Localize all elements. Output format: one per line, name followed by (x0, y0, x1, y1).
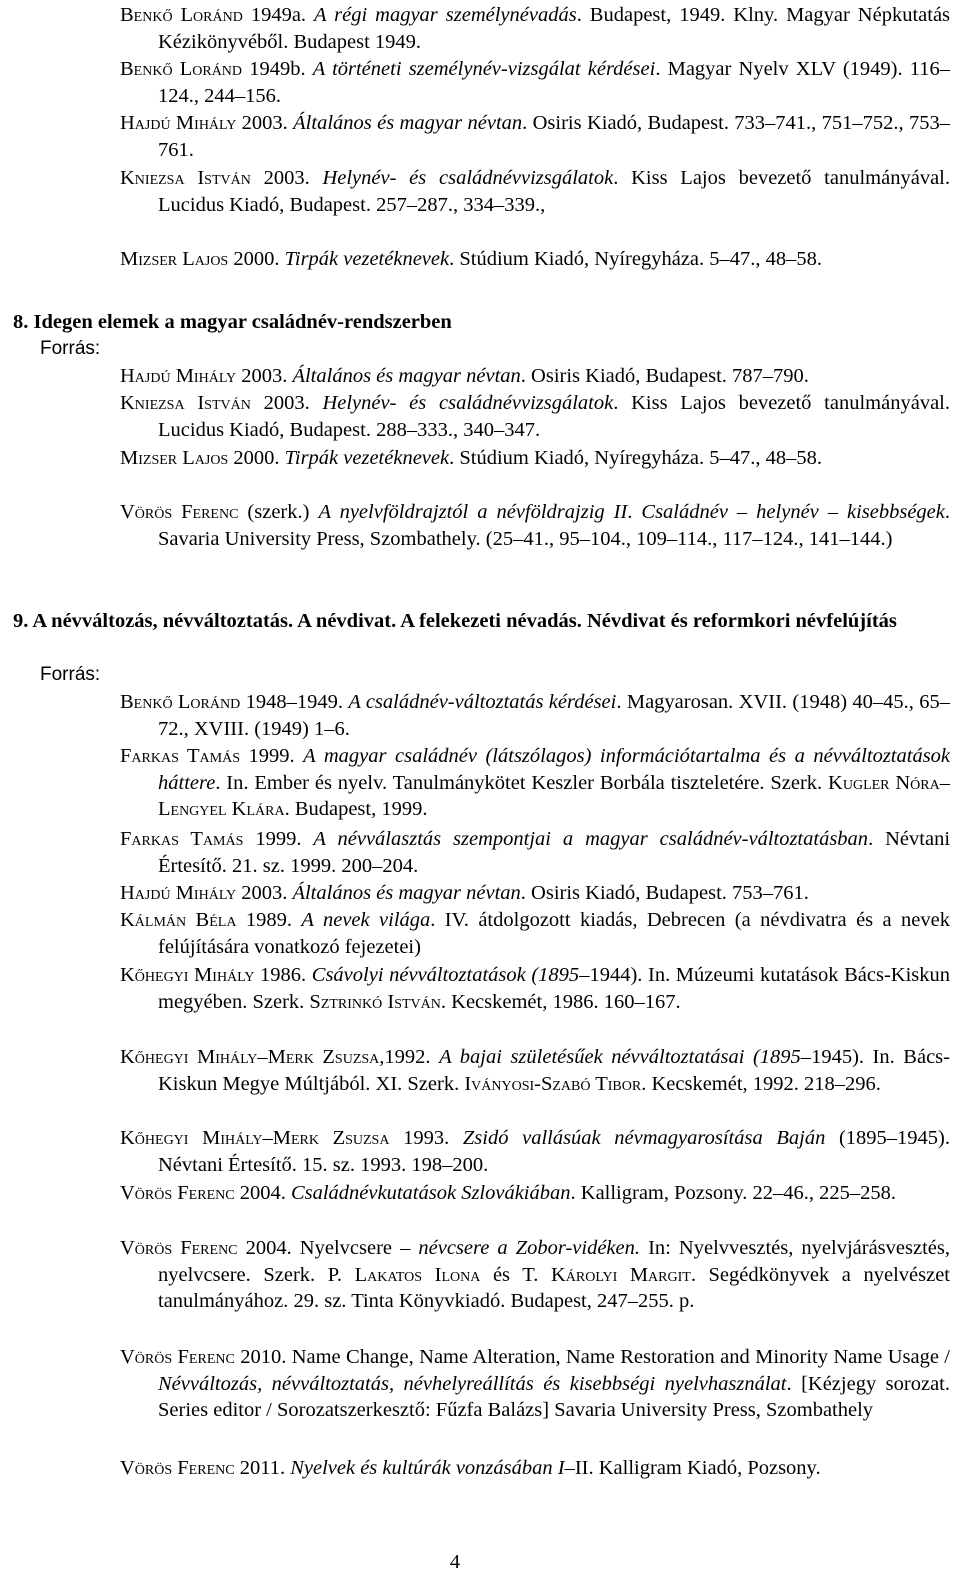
title: A nyelvföldrajztól a névföldrajzig II (318, 501, 628, 523)
publication-details: . IV. átdolgozott kiadás, Debrecen (a névdivatra és a nevek felújítására vonatkozó fejezetei) (158, 909, 951, 958)
publication-details: . Osiris Kiadó, Budapest. 733–741., 751–752., 753–761. (158, 112, 951, 161)
author: Mizser Lajos (120, 248, 229, 270)
title: A történeti személynév-vizsgálat kérdései (312, 58, 656, 80)
publication-details: –II. Kalligram Kiadó, Pozsony. (564, 1457, 821, 1479)
editor: Kugler Nóra–Lengyel Klára (158, 771, 950, 820)
separator: . (627, 501, 642, 523)
year: (szerk.) (247, 501, 319, 523)
title: névcsere a Zobor-vidéken. (418, 1237, 640, 1259)
year: 2000. (233, 248, 285, 270)
author: Kőhegyi Mihály (120, 964, 255, 986)
year: 2000. (233, 447, 285, 469)
author: Kálmán Béla (120, 909, 237, 931)
title: A bajai születésűek névváltoztatásai (1895– (439, 1046, 812, 1068)
publication-details: . Kiss Lajos bevezető tanulmányával. Lucidus Kiadó, Budapest. 257–287., 334–339., (158, 167, 950, 216)
publication-details: . Osiris Kiadó, Budapest. 787–790. (520, 365, 809, 387)
author: Benkő Loránd (120, 4, 243, 26)
bibliography-entry (120, 1235, 951, 1315)
editor: Lakatos Ilona (354, 1263, 481, 1286)
author: Hajdú Mihály (120, 365, 237, 387)
year: 1949a. (250, 4, 315, 26)
title: A magyar családnév (látszólagos) információtartalma és a névváltoztatások háttere (158, 745, 951, 794)
publication-details: . Magyarosan. XVII. (1948) 40–45., 65–72., XVIII. (1949) 1–6. (158, 691, 951, 740)
page-number: 4 (449, 1551, 461, 1573)
publication-details: . Savaria University Press, Szombathely. (25–41., 95–104., 109–114., 117–124., 141–144.) (158, 501, 950, 550)
bibliography-entry (120, 880, 950, 907)
bibliography-entry (120, 246, 950, 273)
bibliography-entry (120, 363, 950, 390)
author: Mizser Lajos (120, 447, 229, 469)
publication-details: . Stúdium Kiadó, Nyíregyháza. 5–47., 48–58. (449, 447, 823, 469)
bibliography-entry (120, 1344, 950, 1424)
editor: Sztrinkó István (309, 990, 441, 1013)
bibliography-entry (120, 743, 951, 823)
bibliography-entry (120, 1180, 950, 1207)
publication-details: . Magyar Nyelv XLV (1949). 116–124., 244–156. (158, 58, 951, 107)
title: Általános és magyar névtan (292, 882, 521, 904)
bibliography-entry (120, 962, 951, 1015)
bibliography-entry (120, 499, 950, 552)
title: A névválasztás szempontjai a magyar családnév-változtatásban (313, 828, 869, 850)
publication-details: 1945). In. Bács-Kiskun Megye Múltjából. XI. Szerk. (158, 1046, 950, 1095)
bibliography-entry (120, 56, 951, 109)
editor: Károlyi Margit (550, 1263, 691, 1286)
author: Benkő Loránd (120, 691, 241, 713)
author: Vörös Ferenc (120, 501, 239, 523)
year: 1948–1949. (245, 691, 349, 713)
title: Nyelvek és kultúrák vonzásában I (290, 1457, 565, 1479)
author: Farkas Tamás (120, 745, 240, 767)
bibliography-entry (120, 445, 950, 472)
publication-details: –1944). In. Múzeumi kutatások Bács-Kiskun megyében. Szerk. (158, 964, 951, 1013)
bibliography-entry (120, 110, 951, 163)
bibliography-entry (120, 1125, 950, 1178)
year: ,1992. (379, 1046, 440, 1068)
year: 1949b. (249, 58, 313, 80)
title: Csávolyi névváltoztatások (1895 (311, 964, 580, 986)
publication-details: (1895–1945). Névtani Értesítő. 15. sz. 1993. 198–200. (158, 1127, 950, 1176)
publication-details: . Osiris Kiadó, Budapest. 753–761. (520, 882, 809, 904)
year: 2003. (263, 167, 323, 189)
year: 1989. (245, 909, 302, 931)
year: 1986. (260, 964, 312, 986)
author: Kniezsa István (120, 392, 251, 414)
author: Vörös Ferenc (120, 1457, 235, 1479)
year: 2004. (234, 1182, 291, 1204)
publication-details: In: Nyelvvesztés, nyelvjárásvesztés, nyelvcsere. Szerk. P. (158, 1237, 950, 1286)
section-heading: 9. A névváltozás, névváltoztatás. A névdivat. A felekezeti névadás. Névdivat és reformkori névfelújítás (13, 610, 897, 632)
title: A családnév-változtatás kérdései (348, 691, 617, 713)
title: Helynév- és családnévvizsgálatok (322, 167, 614, 189)
bibliography-entry (120, 1044, 950, 1097)
source-label: Forrás: (40, 664, 101, 685)
bibliography-entry (120, 689, 951, 742)
bibliography-entry (120, 165, 950, 218)
publication-details: . Budapest, 1999. (284, 798, 428, 820)
title: A régi magyar személynévadás (314, 4, 577, 26)
author: Vörös Ferenc (120, 1182, 235, 1204)
title: Zsidó vallásúak névmagyarosítása Baján (462, 1127, 826, 1149)
publication-details: . Kecskemét, 1986. 160–167. (440, 990, 681, 1013)
bibliography-entry (120, 390, 950, 443)
title: Családnévkutatások Szlovákiában (290, 1182, 571, 1204)
author: Kniezsa István (120, 167, 251, 189)
author: Hajdú Mihály (120, 882, 237, 904)
bibliography-entry (120, 1455, 950, 1482)
publication-details: . In. Ember és nyelv. Tanulmánykötet Keszler Borbála tiszteletére. Szerk. (215, 771, 829, 794)
publication-details: . Kecskemét, 1992. 218–296. (641, 1072, 881, 1095)
title: Névváltozás, névváltoztatás, névhelyreállítás és kisebbségi nyelvhasználat (158, 1372, 787, 1395)
year: 2004. Nyelvcsere – (237, 1237, 419, 1259)
bibliography-entry (120, 826, 951, 879)
bibliography-entry (120, 2, 951, 55)
publication-details: . Budapest, 1949. Klny. Magyar Népkutatás Kézikönyvéből. Budapest 1949. (158, 4, 951, 53)
year: 1999. (255, 828, 314, 850)
title: Általános és magyar névtan (293, 112, 523, 134)
publication-details: . Segédkönyvek a nyelvészet tanulmányához. 29. sz. Tinta Könyvkiadó. Budapest, 247–255. p. (158, 1263, 951, 1312)
year: 2003. (241, 365, 293, 387)
author: Kőhegyi Mihály–Merk Zsuzsa (120, 1127, 390, 1149)
title: A nevek világa (301, 909, 431, 931)
publication-details: . Névtani Értesítő. 21. sz. 1999. 200–204. (158, 828, 951, 877)
year: 2003. (263, 392, 323, 414)
author: Hajdú Mihály (120, 112, 237, 134)
publication-details: . Kalligram, Pozsony. 22–46., 225–258. (570, 1182, 897, 1204)
year: 2003. (241, 112, 294, 134)
title: Tirpák vezetéknevek (284, 248, 450, 270)
source-label: Forrás: (40, 338, 101, 359)
year: 2011. (234, 1457, 291, 1479)
title: Helynév- és családnévvizsgálatok (322, 392, 614, 414)
year: 1993. (389, 1127, 463, 1149)
conjunction: és T. (480, 1263, 551, 1286)
publication-details: . [Kézjegy sorozat. Series editor / Sorozatszerkesztő: Fűzfa Balázs] Savaria University Press, Szombathely (158, 1372, 950, 1421)
section-heading: 8. Idegen elemek a magyar családnév-rendszerben (13, 311, 452, 333)
year: 2003. (241, 882, 293, 904)
title: Általános és magyar névtan (292, 365, 521, 387)
editor: Iványosi-Szabó Tibor (464, 1072, 642, 1095)
publication-details: . Kiss Lajos bevezető tanulmányával. Lucidus Kiadó, Budapest. 288–333., 340–347. (158, 392, 950, 441)
publication-details: . Stúdium Kiadó, Nyíregyháza. 5–47., 48–58. (449, 248, 823, 270)
year: 2010. Name Change, Name Alteration, Name Restoration and Minority Name Usage / (234, 1346, 950, 1368)
subtitle: Családnév – helynév – kisebbségek (641, 501, 945, 523)
bibliography-entry (120, 907, 951, 960)
author: Farkas Tamás (120, 828, 244, 850)
title: Tirpák vezetéknevek (284, 447, 450, 469)
author: Vörös Ferenc (120, 1237, 238, 1259)
author: Vörös Ferenc (120, 1346, 235, 1368)
author: Benkő Loránd (120, 58, 243, 80)
year: 1999. (248, 745, 304, 767)
author: Kőhegyi Mihály–Merk Zsuzsa (120, 1046, 380, 1068)
